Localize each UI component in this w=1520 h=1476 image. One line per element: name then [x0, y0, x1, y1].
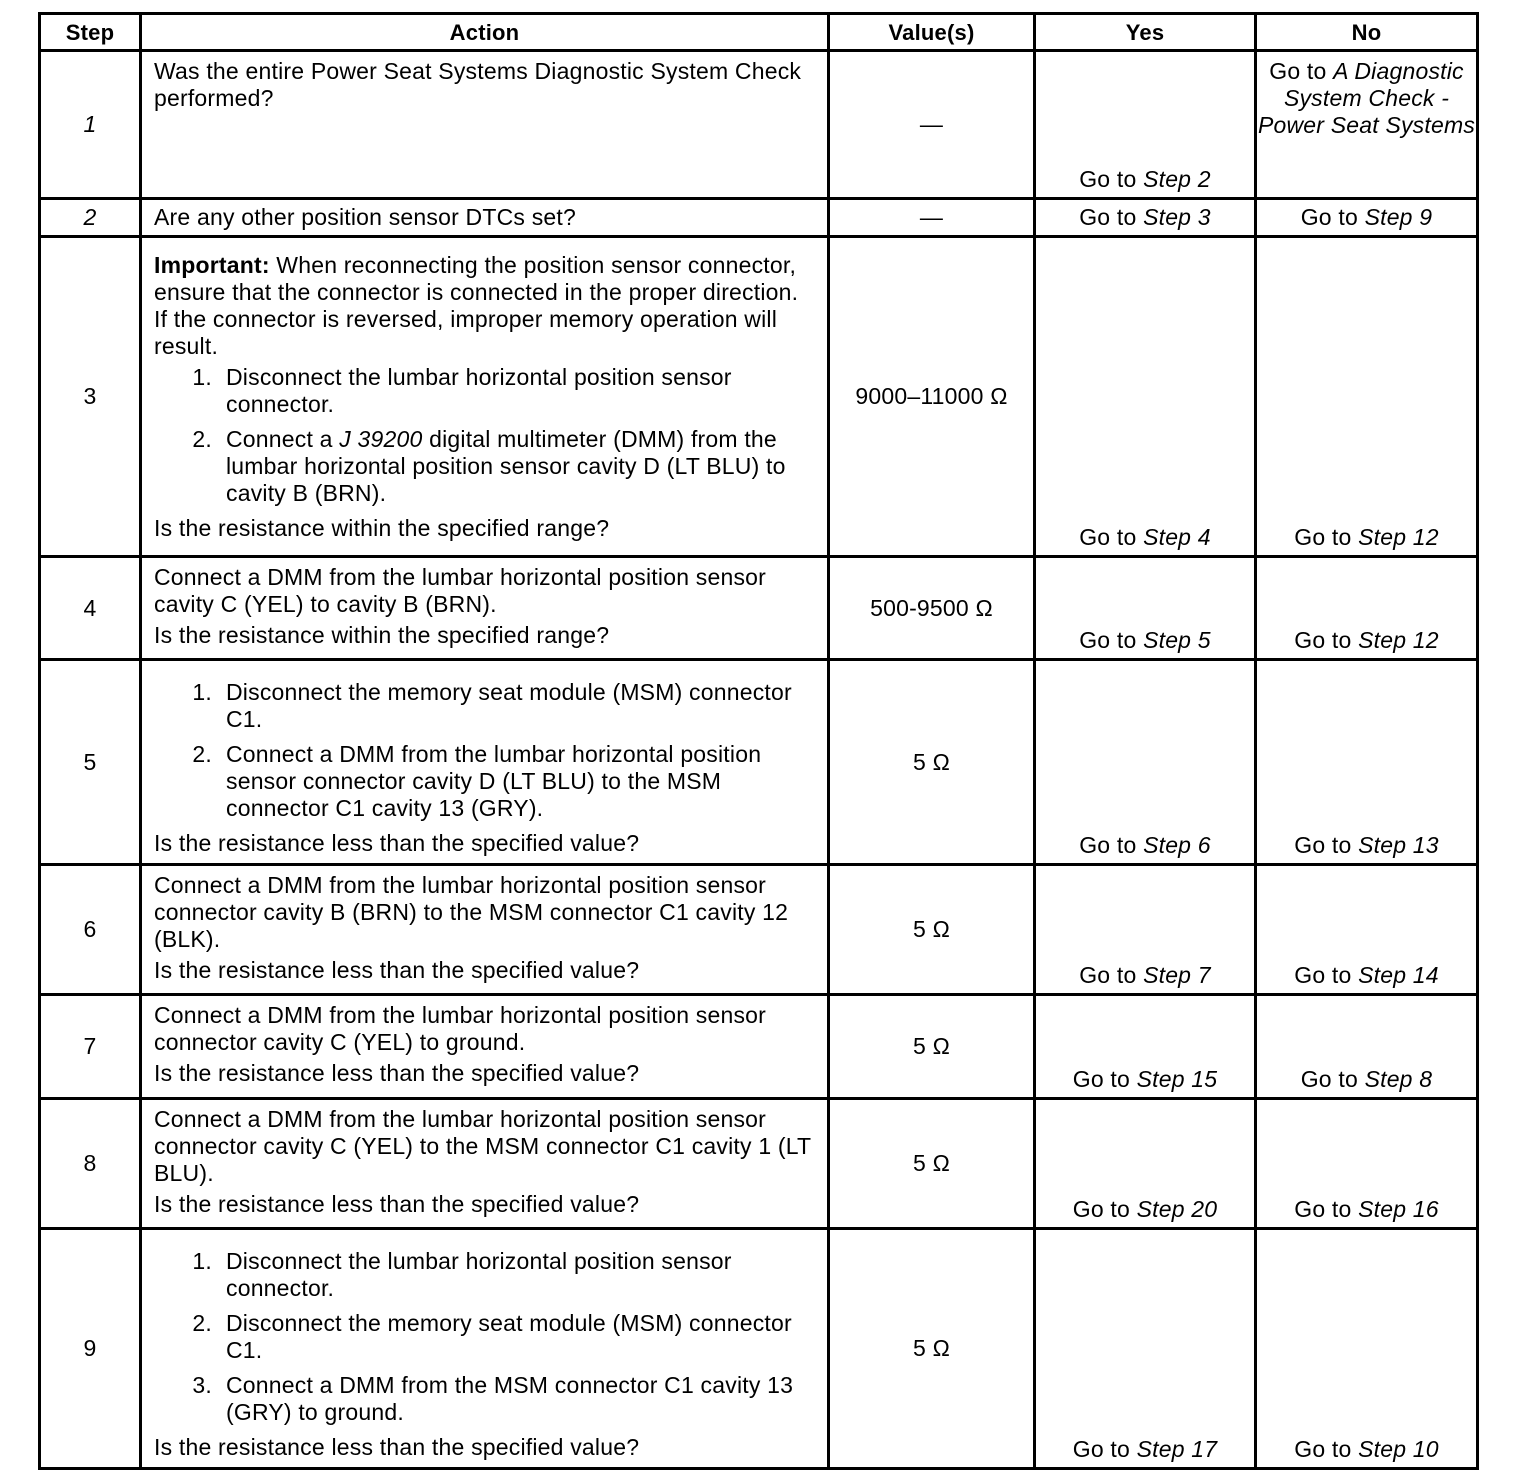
step-number: 7 [40, 995, 141, 1099]
action-cell [141, 51, 829, 199]
value-text: 5 Ω [913, 748, 950, 775]
yes-cell [1035, 199, 1256, 237]
no-step-link[interactable]: Step 10 [1358, 1436, 1439, 1462]
yes-cell [1035, 557, 1256, 660]
procedure-list [154, 1248, 813, 1426]
table-row [40, 660, 1478, 865]
no-step-link[interactable]: Step 12 [1358, 627, 1439, 653]
no-prefix: Go to [1294, 1436, 1359, 1462]
list-item: 2. Disconnect the memory seat module (MSM) connector C1. [192, 1310, 792, 1363]
important-label: Important: [154, 252, 270, 278]
action-cell [141, 237, 829, 557]
value-cell [829, 995, 1035, 1099]
no-cell [1256, 865, 1478, 995]
header-yes: Yes [1035, 14, 1256, 51]
question-text: Is the resistance less than the specified value? [154, 1434, 640, 1460]
yes-prefix: Go to [1072, 1066, 1137, 1092]
action-text: Connect a DMM from the lumbar horizontal position sensor connector cavity C (YEL) to ground. [154, 1002, 767, 1055]
action-cell [141, 1229, 829, 1469]
table-header-row [40, 14, 1478, 51]
yes-step-link[interactable]: Step 3 [1143, 204, 1211, 230]
no-cell [1256, 199, 1478, 237]
yes-cell [1035, 51, 1256, 199]
no-step-link[interactable]: Step 13 [1358, 832, 1439, 858]
list-item: 3. Connect a DMM from the MSM connector C1 cavity 13 (GRY) to ground. [192, 1372, 794, 1425]
step-number: 3 [40, 237, 141, 557]
value-cell [829, 1099, 1035, 1229]
step-number: 2 [40, 199, 141, 237]
table-row [40, 1229, 1478, 1469]
value-text: 5 Ω [913, 916, 950, 942]
question-text: Is the resistance less than the specified value? [154, 957, 640, 983]
no-prefix: Go to [1294, 1196, 1359, 1222]
list-item: 2. Connect a J 39200 digital multimeter (DMM) from the lumbar horizontal position sensor cavity D (LT BLU) to cavity B (BRN). [192, 426, 786, 506]
no-prefix: Go to [1269, 58, 1334, 84]
action-text: Are any other position sensor DTCs set? [154, 204, 576, 230]
value-cell [829, 557, 1035, 660]
action-text: Connect a DMM from the lumbar horizontal position sensor cavity C (YEL) to cavity B (BRN). [154, 564, 767, 617]
list-item: 1. Disconnect the memory seat module (MSM) connector C1. [192, 679, 792, 732]
step-number: 6 [40, 865, 141, 995]
no-prefix: Go to [1294, 832, 1359, 858]
question-text: Is the resistance within the specified range? [154, 515, 610, 541]
yes-cell [1035, 1099, 1256, 1229]
list-item: 1. Disconnect the lumbar horizontal position sensor connector. [192, 364, 732, 417]
action-cell [141, 995, 829, 1099]
no-cell [1256, 557, 1478, 660]
list-item: 2. Connect a DMM from the lumbar horizontal position sensor connector cavity D (LT BLU) to the MSM connector C1 cavity 13 (GRY). [192, 741, 762, 821]
important-text: When reconnecting the position sensor connector, ensure that the connector is connected in the proper direction. If the connector is reversed, improper memory operation will result. [154, 252, 799, 359]
action-cell [141, 1099, 829, 1229]
action-text: Connect a DMM from the lumbar horizontal position sensor connector cavity C (YEL) to the MSM connector C1 cavity 1 (LT BLU). [154, 1106, 811, 1186]
table-row [40, 865, 1478, 995]
no-step-link[interactable]: Step 8 [1364, 1066, 1433, 1092]
action-text: Was the entire Power Seat Systems Diagnostic System Check performed? [154, 58, 802, 111]
no-prefix: Go to [1300, 1066, 1365, 1092]
yes-prefix: Go to [1079, 524, 1144, 550]
action-cell [141, 199, 829, 237]
table-row [40, 995, 1478, 1099]
no-cell [1256, 1099, 1478, 1229]
table-row [40, 199, 1478, 237]
yes-step-link[interactable]: Step 17 [1136, 1436, 1218, 1462]
yes-prefix: Go to [1079, 204, 1144, 230]
yes-step-link[interactable]: Step 20 [1136, 1196, 1218, 1222]
no-prefix: Go to [1294, 524, 1359, 550]
value-cell [829, 51, 1035, 199]
yes-cell [1035, 237, 1256, 557]
table-row [40, 51, 1478, 199]
value-text: 500-9500 Ω [870, 594, 993, 621]
value-cell [829, 199, 1035, 237]
yes-step-link[interactable]: Step 7 [1143, 962, 1211, 988]
value-text: 5 Ω [913, 1033, 950, 1059]
yes-step-link[interactable]: Step 6 [1143, 832, 1211, 858]
yes-prefix: Go to [1072, 1196, 1137, 1222]
no-step-link[interactable]: Step 12 [1358, 524, 1439, 550]
step-number: 4 [40, 557, 141, 660]
yes-cell [1035, 995, 1256, 1099]
diagnostic-table-container [38, 12, 1476, 1470]
yes-step-link[interactable]: Step 2 [1143, 166, 1211, 192]
value-text: 5 Ω [913, 1335, 950, 1361]
no-prefix: Go to [1300, 204, 1365, 230]
yes-step-link[interactable]: Step 15 [1136, 1066, 1218, 1092]
no-cell [1256, 1229, 1478, 1469]
no-step-link[interactable]: Step 9 [1364, 204, 1433, 230]
no-cell [1256, 51, 1478, 199]
yes-step-link[interactable]: Step 5 [1143, 627, 1211, 653]
yes-cell [1035, 865, 1256, 995]
no-step-link[interactable]: Step 14 [1358, 962, 1439, 988]
value-text: 9000–11000 Ω [855, 383, 1008, 409]
tool-reference: J 39200 [339, 426, 423, 452]
diagnostic-table [38, 12, 1479, 1470]
question-text: Is the resistance less than the specified value? [154, 1060, 640, 1086]
header-step: Step [40, 14, 141, 51]
header-values: Value(s) [829, 14, 1035, 51]
step-number: 9 [40, 1229, 141, 1469]
no-prefix: Go to [1294, 962, 1359, 988]
value-text: — [919, 204, 944, 230]
procedure-list [154, 679, 813, 822]
table-row [40, 1099, 1478, 1229]
value-cell [829, 865, 1035, 995]
no-cell [1256, 237, 1478, 557]
action-text: Connect a DMM from the lumbar horizontal position sensor connector cavity B (BRN) to the MSM connector C1 cavity 12 (BLK). [154, 872, 789, 952]
list-item: 1. Disconnect the lumbar horizontal position sensor connector. [192, 1248, 732, 1301]
step-number: 8 [40, 1099, 141, 1229]
table-row [40, 237, 1478, 557]
no-step-link[interactable]: A Diagnostic System Check - Power Seat Systems [1257, 58, 1476, 138]
header-action: Action [141, 14, 829, 51]
no-prefix: Go to [1294, 627, 1359, 653]
yes-prefix: Go to [1072, 1436, 1137, 1462]
question-text: Is the resistance less than the specified value? [154, 830, 640, 856]
value-cell [829, 1229, 1035, 1469]
yes-prefix: Go to [1079, 832, 1144, 858]
value-cell [829, 237, 1035, 557]
yes-prefix: Go to [1079, 627, 1144, 653]
no-cell [1256, 995, 1478, 1099]
table-row [40, 557, 1478, 660]
yes-prefix: Go to [1079, 962, 1144, 988]
no-cell [1256, 660, 1478, 865]
value-text: — [919, 111, 944, 137]
action-cell [141, 865, 829, 995]
step-number: 1 [40, 51, 141, 199]
yes-prefix: Go to [1079, 166, 1144, 192]
yes-cell [1035, 1229, 1256, 1469]
question-text: Is the resistance less than the specified value? [154, 1191, 640, 1217]
value-cell [829, 660, 1035, 865]
question-text: Is the resistance within the specified range? [154, 622, 610, 648]
important-note [154, 252, 813, 360]
step-number: 5 [40, 660, 141, 865]
procedure-list [154, 364, 813, 507]
value-text: 5 Ω [913, 1150, 950, 1176]
no-step-link[interactable]: Step 16 [1358, 1196, 1439, 1222]
yes-cell [1035, 660, 1256, 865]
yes-step-link[interactable]: Step 4 [1143, 524, 1211, 550]
action-cell [141, 660, 829, 865]
header-no: No [1256, 14, 1478, 51]
action-cell [141, 557, 829, 660]
